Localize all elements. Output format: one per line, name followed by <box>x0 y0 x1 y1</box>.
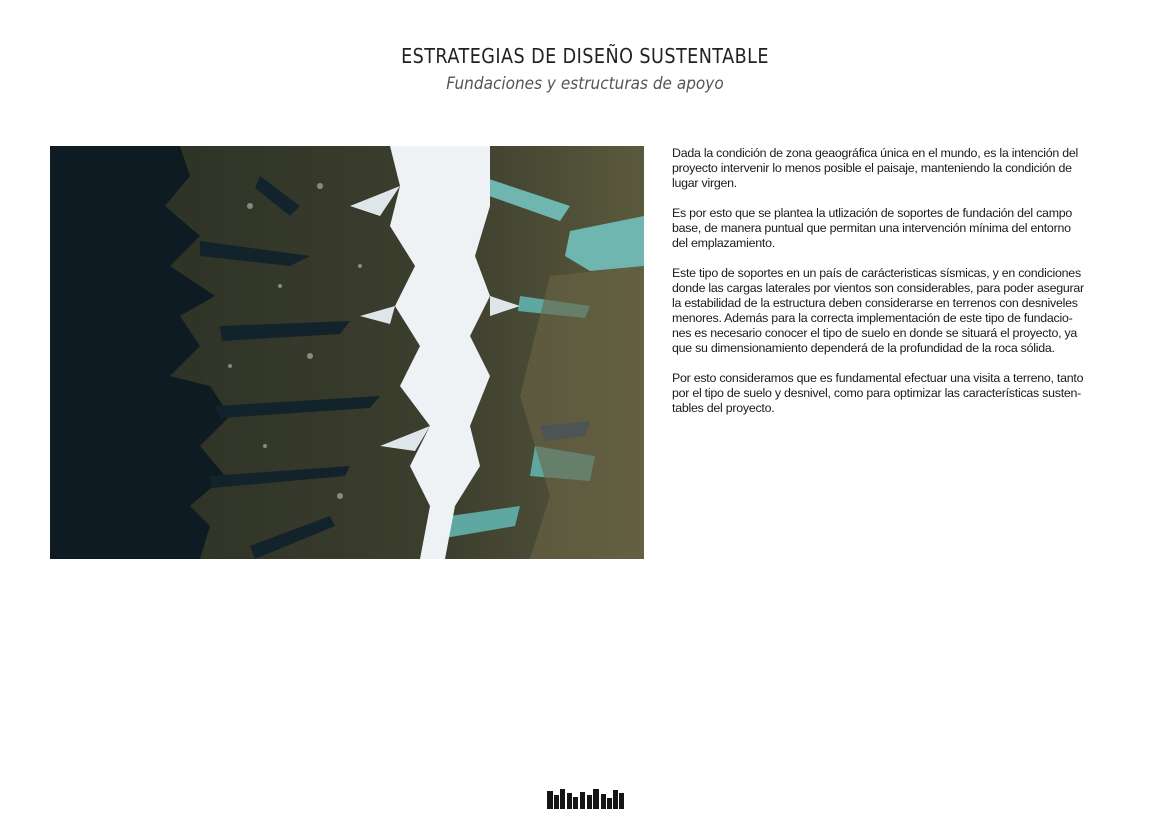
paragraph-4: Por esto consideramos que es fundamental efectuar una visita a terreno, tanto por el tipo de suelo y desnivel, como para optimizar las características susten- tables del proyecto. <box>672 371 1084 415</box>
page-title: ESTRATEGIAS DE DISEÑO SUSTENTABLE <box>401 44 769 68</box>
page-subtitle: Fundaciones y estructuras de apoyo <box>446 74 724 94</box>
paragraph-3: Este tipo de soportes en un país de carácteristicas sísmicas, y en condiciones donde las cargas laterales por vientos son considerables, para poder asegurar la estabilidad de la estructura deben considerarse en terrenos con desniveles menores. Además para la correcta implementación de este tipo de fundacio- nes es necesario conocer el tipo de suelo en donde se situará el proyecto, ya que su dimensionamiento dependerá de la profundidad de la roca sólida. <box>672 266 1084 355</box>
satellite-map-image <box>50 146 644 559</box>
paragraph-2: Es por esto que se plantea la utlización de soportes de fundación del campo base, de manera puntual que permitan una intervención mínima del entorno del emplazamiento. <box>672 206 1073 250</box>
paragraph-1: Dada la condición de zona geaográfica única en el mundo, es la intención del proyecto intervenir lo menos posible el paisaje, manteniendo la condición de lugar virgen. <box>672 146 1079 190</box>
bars-logo-icon <box>547 789 624 809</box>
body-text <box>672 146 1120 431</box>
